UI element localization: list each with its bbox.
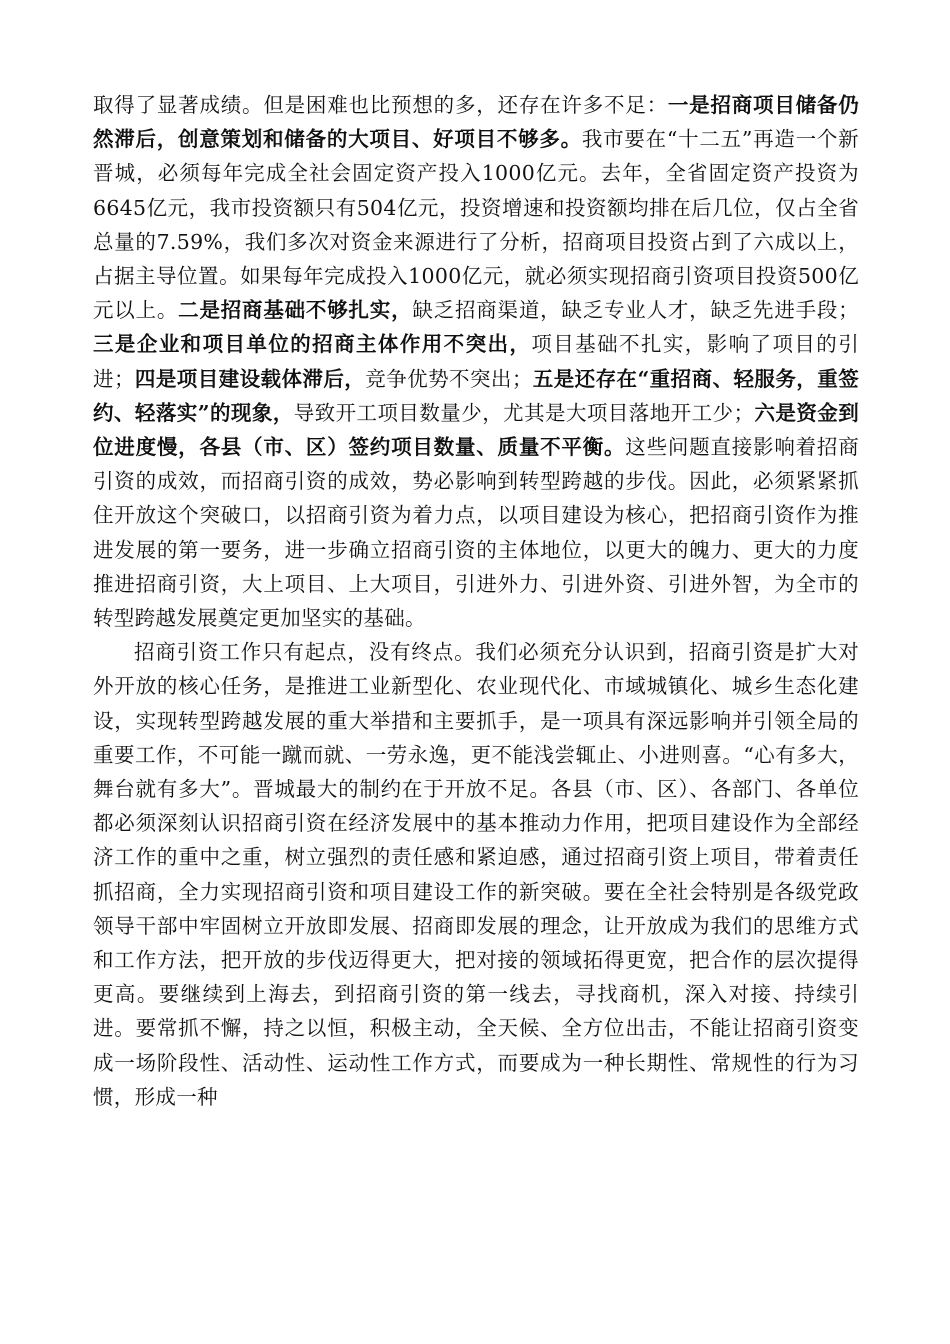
text-run: 竞争优势不突出； [365,366,533,391]
bold-text-run: 五是还存在“重招商、轻服务，重签约、轻落实”的现象， [93,366,859,425]
text-run: 缺乏招商渠道，缺乏专业人才，缺乏先进手段； [412,298,859,323]
bold-text-run: 二是招商基础不够扎实， [178,298,413,323]
text-run: 导致开工项目数量少，尤其是大项目落地开工少； [293,400,755,425]
paragraph-2 [93,635,859,1114]
bold-text-run: 一是招商项目储备仍然滞后，创意策划和储备的大项目、好项目不够多。 [93,93,859,152]
text-run: 我市要在“十二五”再造一个新晋城，必须每年完成全社会固定资产投入1000亿元。去年，全省固定资产投资为6645亿元，我市投资额只有504亿元，投资增速和投资额均排在后几位，仅占全省总量的7.59%，我们多次对资金来源进行了分析，招商项目投资占到了六成以上，占据主导位置。如果每年完成投入1000亿元，就必须实现招商引资项目投资500亿元以上。 [93,127,859,323]
text-run: 取得了显著成绩。但是困难也比预想的多，还存在许多不足： [93,93,668,117]
paragraph-1 [93,88,859,635]
bold-text-run: 六是资金到位进度慢，各县（市、区）签约项目数量、质量不平衡。 [93,400,860,460]
document-page [93,88,859,1114]
text-run: 这些问题直接影响着招商引资的成效，而招商引资的成效，势必影响到转型跨越的步伐。因此，必须紧紧抓住开放这个突破口，以招商引资为着力点，以项目建设为核心，把招商引资作为推进发展的第一要务，进一步确立招商引资的主体地位，以更大的魄力、更大的力度推进招商引资，大上项目、上大项目，引进外力、引进外资、引进外智，为全市的转型跨越发展奠定更加坚实的基础。 [93,435,859,631]
bold-text-run: 四是项目建设载体滞后， [134,366,366,391]
bold-text-run: 三是企业和项目单位的招商主体作用不突出， [93,332,532,357]
text-run: 招商引资工作只有起点，没有终点。我们必须充分认识到，招商引资是扩大对外开放的核心任务，是推进工业新型化、农业现代化、市域城镇化、城乡生态化建设，实现转型跨越发展的重大举措和主要抓手，是一项具有深远影响并引领全局的重要工作，不可能一蹴而就、一劳永逸，更不能浅尝辄止、小进则喜。“心有多大，舞台就有多大”。晋城最大的制约在于开放不足。各县（市、区）、各部门、各单位都必须深刻认识招商引资在经济发展中的基本推动力作用，把项目建设作为全部经济工作的重中之重，树立强烈的责任感和紧迫感，通过招商引资上项目，带着责任抓招商，全力实现招商引资和项目建设工作的新突破。要在全社会特别是各级党政领导干部中牢固树立开放即发展、招商即发展的理念，让开放成为我们的思维方式和工作方法，把开放的步伐迈得更大，把对接的领域拓得更宽，把合作的层次提得更高。要继续到上海去，到招商引资的第一线去，寻找商机，深入对接、持续引进。要常抓不懈，持之以恒，积极主动，全天候、全方位出击，不能让招商引资变成一场阶段性、活动性、运动性工作方式，而要成为一种长期性、常规性的行为习惯，形成一种 [93,640,859,1109]
text-run: 项目基础不扎实，影响了项目的引进； [93,332,860,391]
